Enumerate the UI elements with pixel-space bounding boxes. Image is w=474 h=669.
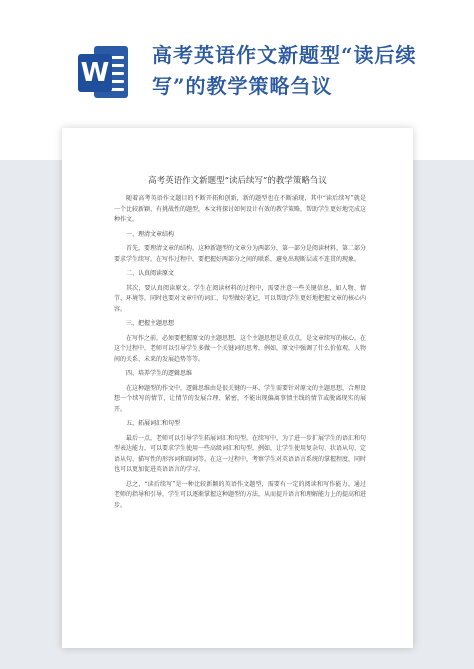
paragraph: 在这种题型的作文中，逻辑思维由是很关键的一环。学生需要针对原文的主题思想，合理设想一个续写的情节，让情节的发展合理、紧密，不能出现偏离事情主线的情节或脱离现实的展开。 <box>114 384 367 413</box>
word-doc-icon <box>78 42 130 104</box>
paragraph: 其次，要认真阅读原文。学生在阅读材料的过程中，需要注意一些关键信息，如人物、情节、环境等，同时也要对文章中的词汇、句型做好笔记，可以帮助学生更好地把握文章的核心内容。 <box>114 284 367 313</box>
section-heading: 五、拓展词汇和句型 <box>126 420 181 427</box>
paragraph: 随着高考英语作文题目的不断开拓和创新，新的题型也在不断涌现，其中“读后续写”就是一个比较新颖、有挑战性的题型。本文将探讨如何设计有效的教学策略，帮助学生更好地完成这种作文。 <box>114 195 367 223</box>
section-heading: 三、把握主题思想 <box>126 320 175 327</box>
document-title: 高考英语作文新题型“读后续写”的教学策略刍议 <box>148 176 327 186</box>
paragraph: 在写作之前，必须要把握原文的主题思想，这个主题思想是重点点，是文章续写的核心。在这个过程中，老师可以引导学生多做一个关键词的思考，例如，原文中强调了什么价值观，人物间的关系、未来的发展趋势等等。 <box>114 334 367 363</box>
section-heading: 二、认真阅读原文 <box>126 270 175 277</box>
paragraph: 最后一点，老师可以引导学生拓展词汇和句型。在续写中，为了进一步扩展学生的语汇和句型表达能力，可以要求学生使用一些高级词汇和句型，例如，让学生使用复杂句、状语从句、定语从句、描写性的形容词和副词等。在这一过程中，考察学生对英语语言系统的掌握程度，同时也可以更加促进英语语言的学习。 <box>114 434 367 473</box>
word-icon-badge: W <box>78 54 112 92</box>
document-body <box>114 194 366 515</box>
document-preview[interactable] <box>62 128 413 648</box>
section-heading: 一、理清文章结构 <box>126 230 175 238</box>
paragraph: 总之，“读后续写”是一种比较新颖的英语作文题型，需要有一定的阅读和写作能力。通过老师的指导和引导，学生可以逐渐掌握这种题型的方法，从而提升语言和理解能力上的提高和进步。 <box>114 480 367 509</box>
section-heading: 四、培养学生的逻辑思维 <box>126 370 193 377</box>
page-title: 高考英语作文新题型“读后续写”的教学策略刍议 <box>152 43 417 98</box>
paragraph: 首先，要理清文章的结构。这种新题型的文章分为两部分，第一部分是阅读材料，第二部分要求学生续写。在写作过程中，要把握好两部分之间的联系，避免出现断层或不连贯的现象。 <box>114 245 367 263</box>
